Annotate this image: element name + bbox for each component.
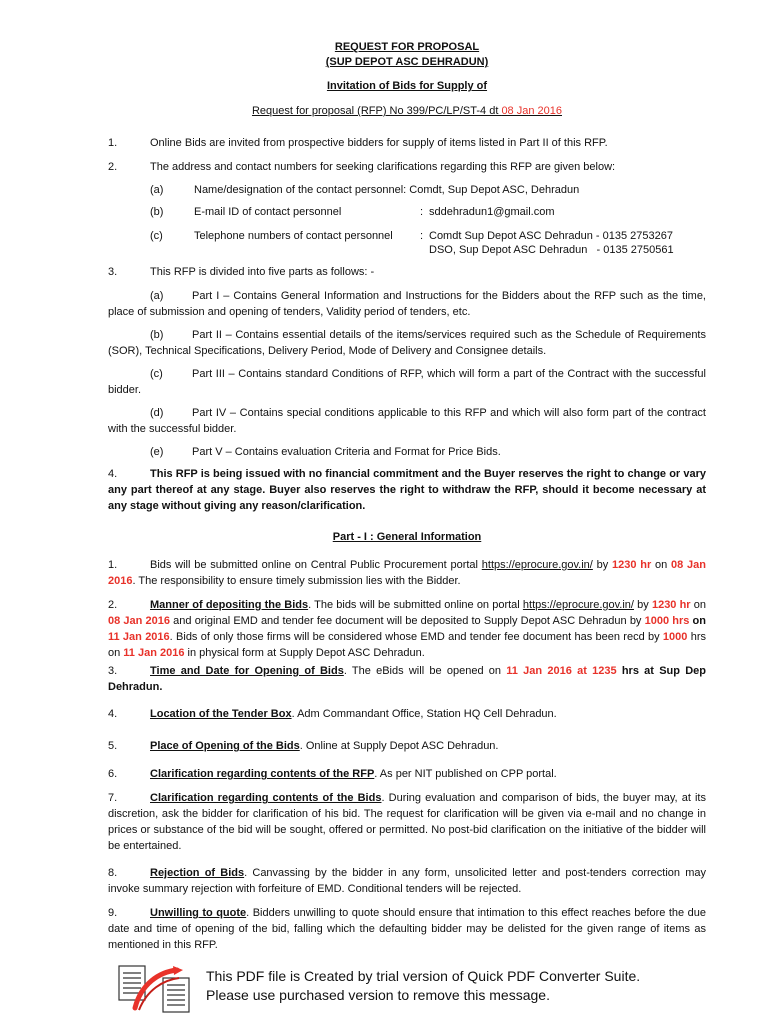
gen-info-9: 9. Unwilling to quote. Bidders unwilling to quote should ensure that intimation to this effect reaches before the due date and time of opening of the bid, falling which the defaulting bidder may be delisted for the given range of items as mentioned in this RFP. [108, 907, 706, 951]
doc-subtitle: (SUP DEPOT ASC DEHRADUN) [325, 56, 489, 68]
doc-title: REQUEST FOR PROPOSAL [334, 41, 480, 53]
gen-info-5: 5. Place of Opening of the Bids. Online at Supply Depot ASC Dehradun. [108, 740, 499, 752]
eprocure-link-2[interactable]: https://eprocure.gov.in/ [522, 599, 634, 611]
rfp-date: 08 Jan 2016 [501, 105, 562, 117]
item-4: 4. This RFP is being issued with no financial commitment and the Buyer reserves the right to change or vary any part thereof at any stage. Buyer also reserves the right to withdraw the RFP, should it become necessary at any stage without giving any reason/clarification. [108, 468, 706, 512]
rfp-reference: Request for proposal (RFP) No 399/PC/LP/ST-4 dt 08 Jan 2016 [251, 105, 562, 117]
contact-email: sddehradun1@gmail.com [429, 206, 555, 218]
trial-watermark [206, 967, 640, 1005]
gen-info-3: 3. Time and Date for Opening of Bids. The eBids will be opened on 11 Jan 2016 at 1235 hrs at Sup Dep Dehradun. [108, 665, 706, 693]
gen-info-4: 4. Location of the Tender Box. Adm Commandant Office, Station HQ Cell Dehradun. [108, 708, 557, 720]
part-e: (e) Part V – Contains evaluation Criteria and Format for Price Bids. [150, 446, 501, 458]
gen-info-8: 8. Rejection of Bids. Canvassing by the bidder in any form, unsolicited letter and post-tenders correction may invoke summary rejection with forfeiture of EMD. Conditional tenders will be rejected. [108, 867, 707, 895]
watermark-line-2: Please use purchased version to remove this message. [206, 987, 550, 1003]
gen-info-6: 6. Clarification regarding contents of the RFP. As per NIT published on CPP portal. [108, 768, 557, 780]
quick-pdf-logo-icon [117, 964, 191, 1014]
invitation-heading: Invitation of Bids for Supply of [326, 80, 488, 92]
gen-info-7: 7. Clarification regarding contents of the Bids. During evaluation and comparison of bids, the buyer may, at its discretion, ask the bidder for clarification of his bid. The request for clarification will be given via e-mail and no change in prices or substance of the bid will be sought, offered or permitted. No post-bid clarification on the initiative of the bidder will be entertained. [108, 792, 706, 852]
part-d: (d) Part IV – Contains special conditions applicable to this RFP and which will also form part of the contract with the successful bidder. [108, 407, 706, 435]
part1-heading: Part - I : General Information [332, 531, 482, 543]
contact-phone-1: Comdt Sup Depot ASC Dehradun - 0135 2753267 [429, 230, 673, 242]
watermark-line-1: This PDF file is Created by trial version of Quick PDF Converter Suite. [206, 968, 641, 984]
gen-info-2: 2. Manner of depositing the Bids. The bids will be submitted online on portal https://eprocure.gov.in/ by 1230 hr on 08 Jan 2016 and original EMD and tender fee document will be deposited to Supply Depot ASC Dehradun by 1000 hrs on 11 Jan 2016. Bids of only those firms will be considered whose EMD and tender fee document has been recd by 1000 hrs on 11 Jan 2016 in physical form at Supply Depot ASC Dehradun. [108, 599, 706, 659]
part-c: (c) Part III – Contains standard Conditions of RFP, which will form a part of the Contract with the successful bidder. [108, 368, 706, 396]
part-b: (b) Part II – Contains essential details of the items/services required such as the Schedule of Requirements (SOR), Technical Specifications, Delivery Period, Mode of Delivery and Consignee details. [108, 329, 706, 357]
contact-phone-2: DSO, Sup Depot ASC Dehradun - 0135 2750561 [429, 244, 674, 256]
eprocure-link-1[interactable]: https://eprocure.gov.in/ [481, 559, 593, 571]
gen-info-1: 1. Bids will be submitted online on Central Public Procurement portal https://eprocure.gov.in/ by 1230 hr on 08 Jan 2016. The responsibility to ensure timely submission lies with the Bidder. [108, 559, 707, 587]
part-a: (a) Part I – Contains General Information and Instructions for the Bidders about the RFP such as the time, place of submission and opening of tenders, Validity period of tenders, etc. [108, 290, 706, 318]
